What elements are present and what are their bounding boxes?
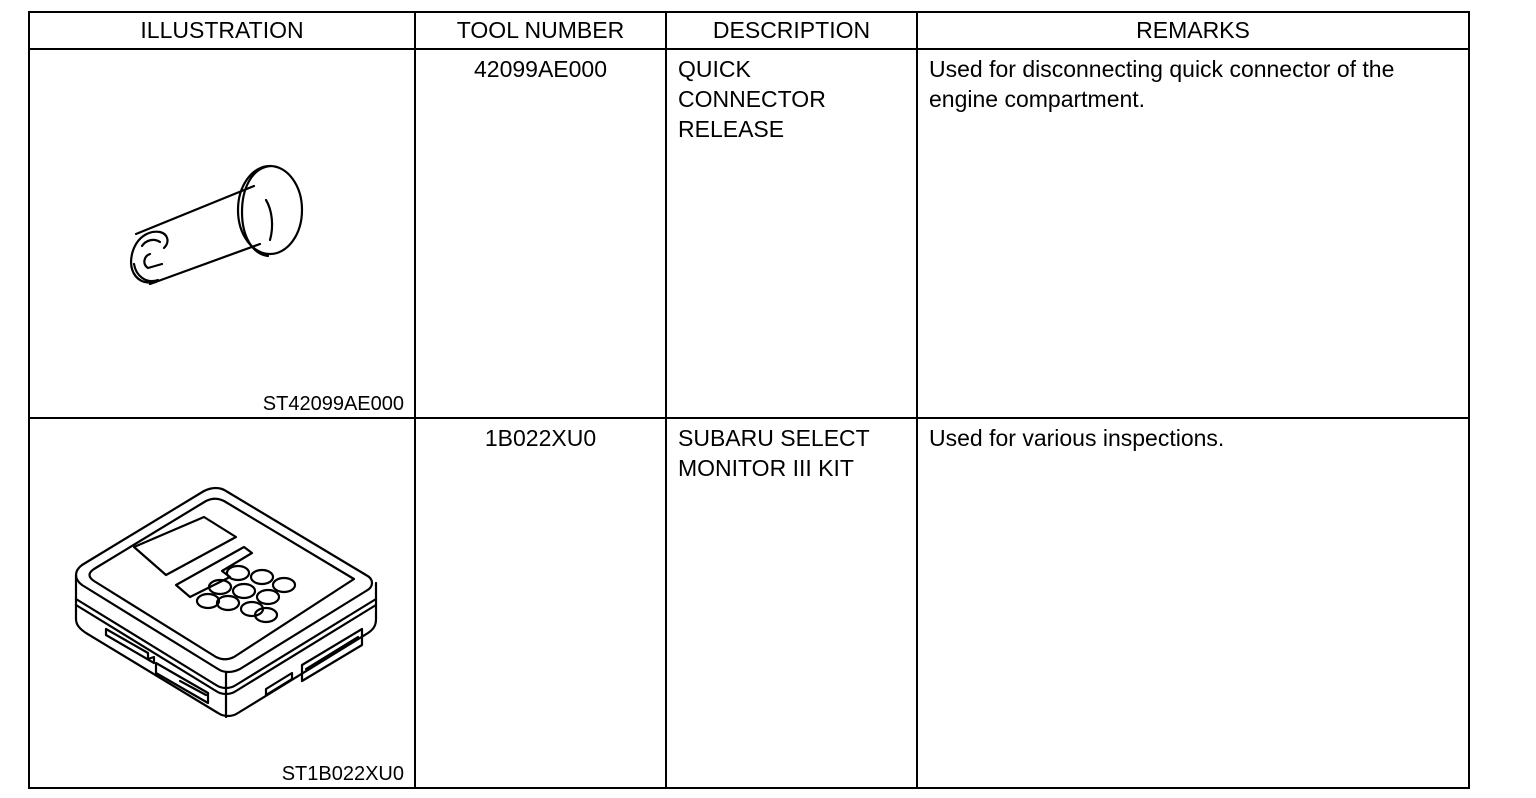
description-line: CONNECTOR [678, 86, 826, 112]
description-line: RELEASE [678, 116, 785, 142]
tool-number-cell: 42099AE000 [415, 49, 666, 418]
illustration-code: ST1B022XU0 [281, 763, 404, 785]
header-description: DESCRIPTION [666, 12, 917, 49]
select-monitor-kit-icon [30, 419, 416, 783]
remarks-cell: Used for disconnecting quick connector of the engine compartment. [917, 49, 1469, 418]
description-line: MONITOR III KIT [678, 455, 854, 481]
description-line: SUBARU SELECT [678, 425, 870, 451]
illustration-code: ST42099AE000 [262, 393, 404, 415]
tool-number-cell: 1B022XU0 [415, 418, 666, 788]
header-remarks: REMARKS [917, 12, 1469, 49]
table-row [29, 49, 1469, 418]
table-header-row [29, 12, 1469, 49]
illustration-cell [29, 49, 415, 418]
description-cell [666, 49, 917, 418]
description-cell [666, 418, 917, 788]
special-tools-table [28, 11, 1470, 789]
remarks-cell: Used for various inspections. [917, 418, 1469, 788]
description-line: QUICK [678, 56, 751, 82]
header-tool-number: TOOL NUMBER [415, 12, 666, 49]
illustration-cell [29, 418, 415, 788]
header-illustration: ILLUSTRATION [29, 12, 415, 49]
quick-connector-release-tool-icon [30, 50, 416, 413]
table-row [29, 418, 1469, 788]
